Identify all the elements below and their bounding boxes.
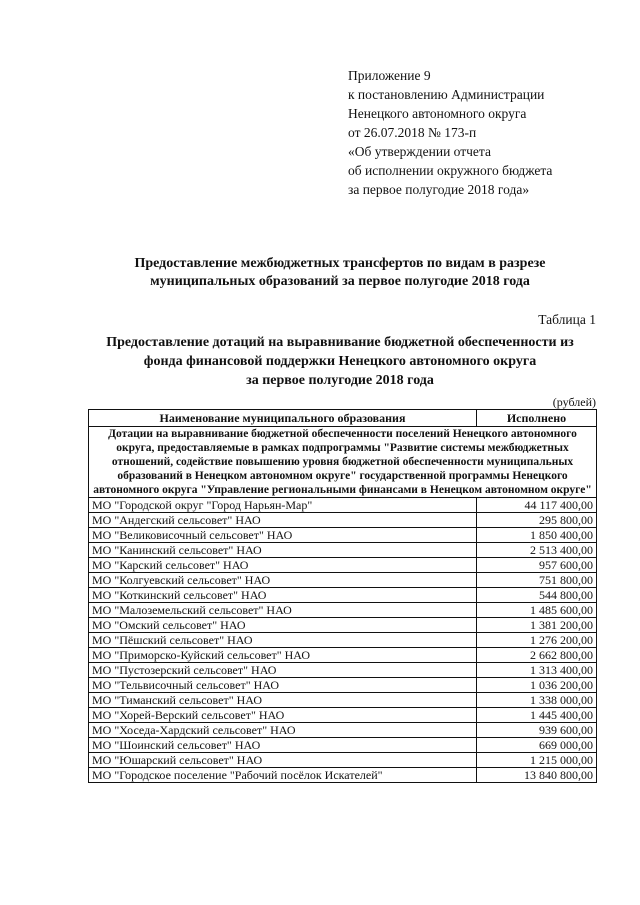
executed-amount: 13 840 800,00 bbox=[477, 768, 597, 783]
municipality-name: МО "Омский сельсовет" НАО bbox=[89, 618, 477, 633]
municipality-name: МО "Хорей-Верский сельсовет" НАО bbox=[89, 708, 477, 723]
executed-amount: 2 662 800,00 bbox=[477, 648, 597, 663]
section-title: Дотации на выравнивание бюджетной обеспеченности поселений Ненецкого автономного округа, предоставляемые в рамках подпрограммы "Развитие системы межбюджетных отношений, содействие повышению уровня бюджетной обеспеченности муниципальных образований в Ненецком автономном округе" государственной программы Ненецкого автономного округа "Управление региональными финансами в Ненецком автономном округе" bbox=[89, 427, 597, 498]
appendix-line: за первое полугодие 2018 года» bbox=[348, 182, 530, 197]
executed-amount: 1 445 400,00 bbox=[477, 708, 597, 723]
executed-amount: 1 381 200,00 bbox=[477, 618, 597, 633]
executed-amount: 1 485 600,00 bbox=[477, 603, 597, 618]
municipality-name: МО "Малоземельский сельсовет" НАО bbox=[89, 603, 477, 618]
municipality-name: МО "Тиманский сельсовет" НАО bbox=[89, 693, 477, 708]
municipality-name: МО "Городской округ "Город Нарьян-Мар" bbox=[89, 498, 477, 513]
table-title-line: за первое полугодие 2018 года bbox=[246, 373, 434, 388]
table-row bbox=[89, 738, 597, 753]
units-label: (рублей) bbox=[552, 395, 596, 409]
appendix-line: от 26.07.2018 № 173-п bbox=[348, 125, 477, 140]
document-title-line: муниципальных образований за первое полугодие 2018 года bbox=[150, 274, 530, 289]
executed-amount: 1 313 400,00 bbox=[477, 663, 597, 678]
executed-amount: 957 600,00 bbox=[477, 558, 597, 573]
table-row bbox=[89, 663, 597, 678]
municipality-name: МО "Тельвисочный сельсовет" НАО bbox=[89, 678, 477, 693]
table-row bbox=[89, 528, 597, 543]
municipality-name: МО "Пёшский сельсовет" НАО bbox=[89, 633, 477, 648]
document-title-line: Предоставление межбюджетных трансфертов по видам в разрезе bbox=[134, 256, 546, 271]
table-row bbox=[89, 618, 597, 633]
municipality-name: МО "Карский сельсовет" НАО bbox=[89, 558, 477, 573]
subsidies-table bbox=[88, 409, 597, 783]
municipality-name: МО "Пустозерский сельсовет" НАО bbox=[89, 663, 477, 678]
municipality-name: МО "Великовисочный сельсовет" НАО bbox=[89, 528, 477, 543]
municipality-name: МО "Колгуевский сельсовет" НАО bbox=[89, 573, 477, 588]
table-row bbox=[89, 753, 597, 768]
table-title-line: Предоставление дотаций на выравнивание бюджетной обеспеченности из bbox=[106, 335, 574, 350]
appendix-line: «Об утверждении отчета bbox=[348, 144, 491, 159]
executed-amount: 544 800,00 bbox=[477, 588, 597, 603]
municipality-name: МО "Хоседа-Хардский сельсовет" НАО bbox=[89, 723, 477, 738]
table-row bbox=[89, 573, 597, 588]
appendix-line: к постановлению Администрации bbox=[348, 87, 545, 102]
table-number-label: Таблица 1 bbox=[538, 312, 596, 327]
table-row bbox=[89, 633, 597, 648]
executed-amount: 1 338 000,00 bbox=[477, 693, 597, 708]
table-row bbox=[89, 678, 597, 693]
executed-amount: 2 513 400,00 bbox=[477, 543, 597, 558]
appendix-line: Ненецкого автономного округа bbox=[348, 106, 527, 121]
municipality-name: МО "Городское поселение "Рабочий посёлок Искателей" bbox=[89, 768, 477, 783]
table-row bbox=[89, 723, 597, 738]
executed-amount: 1 276 200,00 bbox=[477, 633, 597, 648]
table-row bbox=[89, 648, 597, 663]
header-municipality: Наименование муниципального образования bbox=[89, 410, 477, 427]
table-row bbox=[89, 543, 597, 558]
executed-amount: 295 800,00 bbox=[477, 513, 597, 528]
executed-amount: 939 600,00 bbox=[477, 723, 597, 738]
executed-amount: 1 850 400,00 bbox=[477, 528, 597, 543]
table-title bbox=[60, 333, 620, 390]
executed-amount: 1 215 000,00 bbox=[477, 753, 597, 768]
executed-amount: 44 117 400,00 bbox=[477, 498, 597, 513]
table-row bbox=[89, 603, 597, 618]
header-executed: Исполнено bbox=[477, 410, 597, 427]
table-row bbox=[89, 513, 597, 528]
municipality-name: МО "Приморско-Куйский сельсовет" НАО bbox=[89, 648, 477, 663]
table-header-row bbox=[89, 410, 597, 427]
municipality-name: МО "Юшарский сельсовет" НАО bbox=[89, 753, 477, 768]
table-row bbox=[89, 498, 597, 513]
executed-amount: 669 000,00 bbox=[477, 738, 597, 753]
appendix-line: об исполнении окружного бюджета bbox=[348, 163, 553, 178]
document-title bbox=[60, 255, 620, 291]
municipality-name: МО "Андегский сельсовет" НАО bbox=[89, 513, 477, 528]
table-title-line: фонда финансовой поддержки Ненецкого автономного округа bbox=[143, 354, 537, 369]
appendix-block bbox=[348, 66, 552, 199]
table-row bbox=[89, 768, 597, 783]
table-row bbox=[89, 588, 597, 603]
table-row bbox=[89, 693, 597, 708]
municipality-name: МО "Шоинский сельсовет" НАО bbox=[89, 738, 477, 753]
municipality-name: МО "Канинский сельсовет" НАО bbox=[89, 543, 477, 558]
municipality-name: МО "Коткинский сельсовет" НАО bbox=[89, 588, 477, 603]
table-row bbox=[89, 708, 597, 723]
appendix-line: Приложение 9 bbox=[348, 68, 431, 83]
executed-amount: 1 036 200,00 bbox=[477, 678, 597, 693]
section-row bbox=[89, 427, 597, 498]
executed-amount: 751 800,00 bbox=[477, 573, 597, 588]
table-row bbox=[89, 558, 597, 573]
